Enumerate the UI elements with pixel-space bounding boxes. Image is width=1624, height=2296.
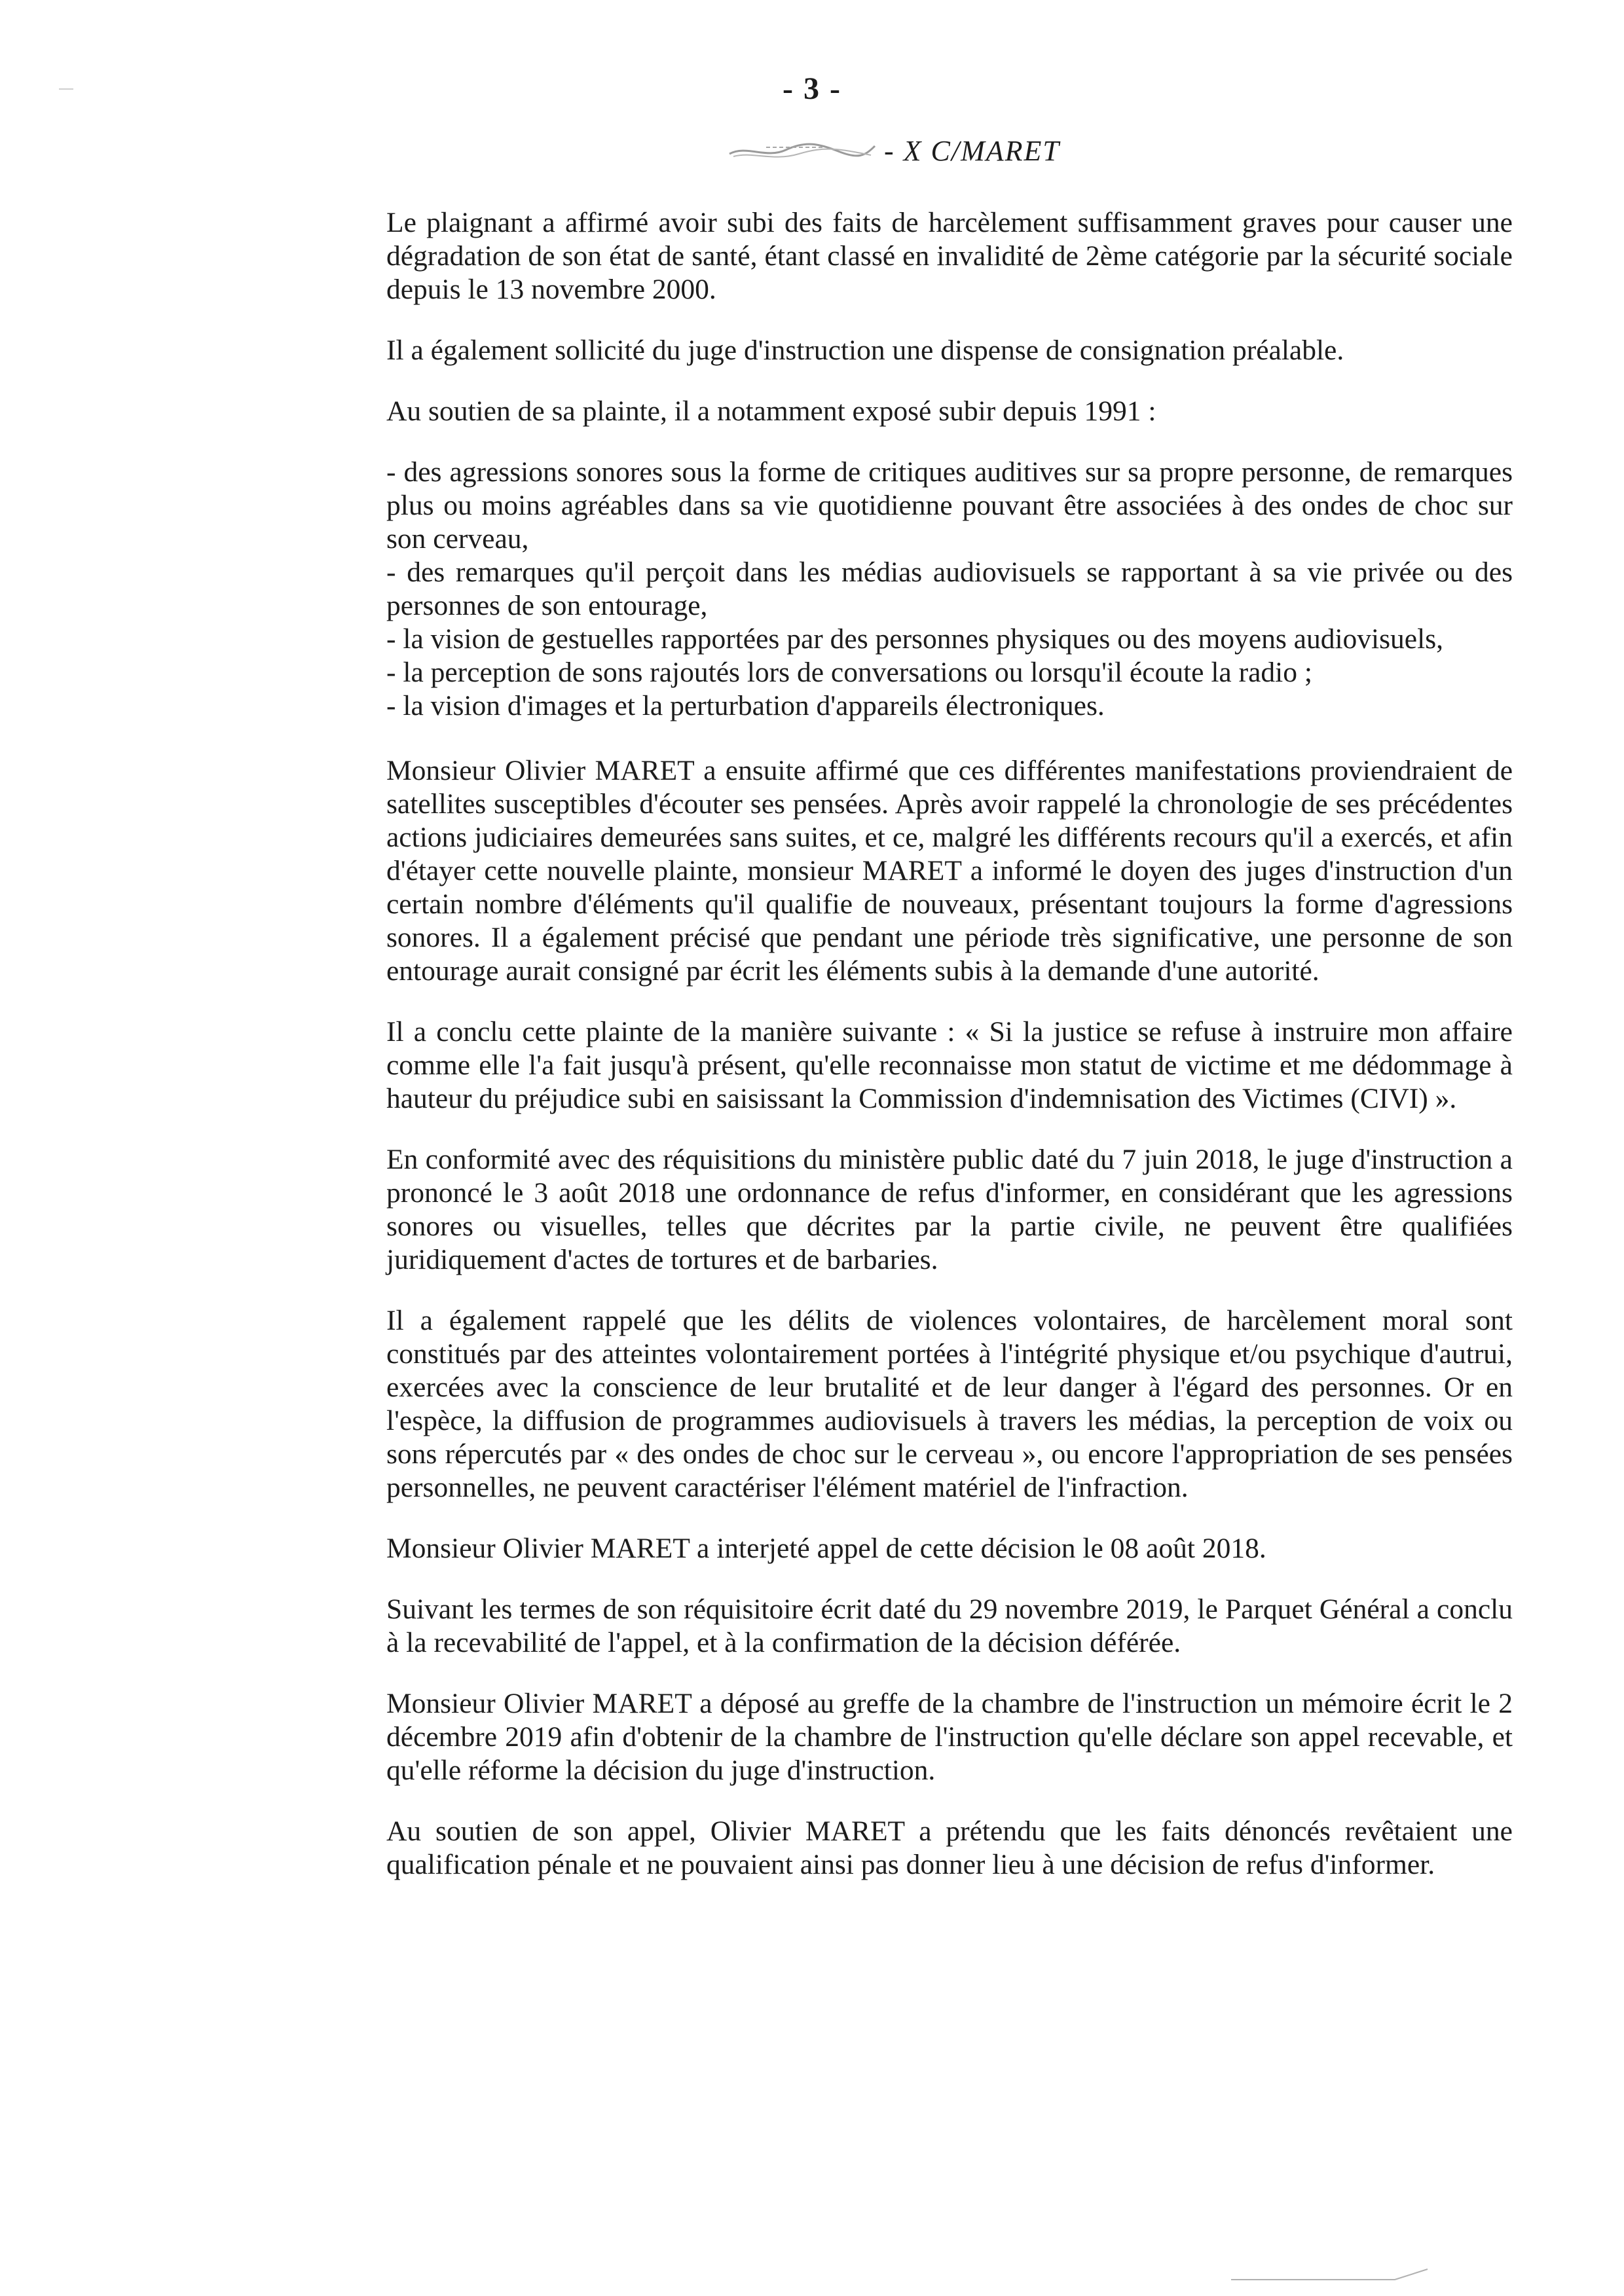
paragraph-5: Il a conclu cette plainte de la manière suivante : « Si la justice se refuse à instruire mon affaire comme elle l'a fait jusqu'à présent, qu'elle reconnaisse mon statut de victime et me dédommage à hauteur du préjudice subi en saisissant la Commission d'indemnisation des Victimes (CIVI) ».: [386, 1016, 1513, 1114]
list-item: - la vision d'images et la perturbation d'appareils électroniques.: [386, 690, 1105, 721]
redacted-name: [727, 139, 877, 162]
paragraph-7: Il a également rappelé que les délits de violences volontaires, de harcèlement moral sont constitués par des atteintes volontairement portées à l'intégrité physique et/ou psychique d'autrui, exercées avec la conscience de leur brutalité et de leur danger à l'égard des personnes. Or en l'espèce, la diffusion de programmes audiovisuels à travers les médias, la perception de voix ou sons répercutés par « des ondes de choc sur le cerveau », ou encore l'appropriation de ses pensées personnelles, ne peuvent caractériser l'élément matériel de l'infraction.: [386, 1305, 1513, 1503]
page-number: - 3 -: [783, 71, 841, 106]
paragraph-2: Il a également sollicité du juge d'instruction une dispense de consignation préalable.: [386, 335, 1344, 366]
paragraph-4: Monsieur Olivier MARET a ensuite affirmé que ces différentes manifestations proviendraient de satellites susceptibles d'écouter ses pensées. Après avoir rappelé la chronologie de ses précédentes actions judiciaires demeurées sans suites, et ce, malgré les différents recours qu'il a exercés, et afin d'étayer cette nouvelle plainte, monsieur MARET a informé le doyen des juges d'instruction d'un certain nombre d'éléments qu'il qualifie de nouveaux, présentant toujours la forme d'agressions sonores. Il a également précisé que pendant une période très significative, une personne de son entourage aurait consigné par écrit les éléments subis à la demande d'une autorité.: [386, 755, 1513, 987]
scan-bottom-line: [1231, 2257, 1441, 2284]
list-item: - la vision de gestuelles rapportées par des personnes physiques ou des moyens audiovisuels,: [386, 623, 1444, 655]
paragraph-11: Au soutien de son appel, Olivier MARET a prétendu que les faits dénoncés revêtaient une qualification pénale et ne pouvaient ainsi pas donner lieu à une décision de refus d'informer.: [386, 1815, 1513, 1880]
document-body: [386, 206, 1513, 1882]
case-title: - X C/MARET: [884, 134, 1060, 167]
paragraph-8: Monsieur Olivier MARET a interjeté appel de cette décision le 08 août 2018.: [386, 1533, 1266, 1564]
paragraph-9: Suivant les termes de son réquisitoire écrit daté du 29 novembre 2019, le Parquet Général a conclu à la recevabilité de l'appel, et à la confirmation de la décision déférée.: [386, 1594, 1513, 1658]
list-item: - des agressions sonores sous la forme de critiques auditives sur sa propre personne, de remarques plus ou moins agréables dans sa vie quotidienne pouvant être associées à des ondes de choc sur son cerveau,: [386, 456, 1513, 555]
paragraph-3: Au soutien de sa plainte, il a notamment exposé subir depuis 1991 :: [386, 395, 1156, 427]
running-head: [727, 131, 1060, 170]
paragraph-1: Le plaignant a affirmé avoir subi des faits de harcèlement suffisamment graves pour causer une dégradation de son état de santé, étant classé en invalidité de 2ème catégorie par la sécurité sociale depuis le 13 novembre 2000.: [386, 207, 1513, 305]
paragraph-10: Monsieur Olivier MARET a déposé au greffe de la chambre de l'instruction un mémoire écrit le 2 décembre 2019 afin d'obtenir de la chambre de l'instruction qu'elle déclare son appel recevable, et qu'elle réforme la décision du juge d'instruction.: [386, 1688, 1513, 1786]
complaint-list: [386, 456, 1513, 723]
list-item: - des remarques qu'il perçoit dans les médias audiovisuels se rapportant à sa vie privée ou des personnes de son entourage,: [386, 556, 1513, 621]
list-item: - la perception de sons rajoutés lors de conversations ou lorsqu'il écoute la radio ;: [386, 657, 1312, 688]
paragraph-6: En conformité avec des réquisitions du ministère public daté du 7 juin 2018, le juge d'instruction a prononcé le 3 août 2018 une ordonnance de refus d'informer, en considérant que les agressions sonores ou visuelles, telles que décrites par la partie civile, ne peuvent être qualifiées juridiquement d'actes de tortures et de barbaries.: [386, 1144, 1513, 1275]
